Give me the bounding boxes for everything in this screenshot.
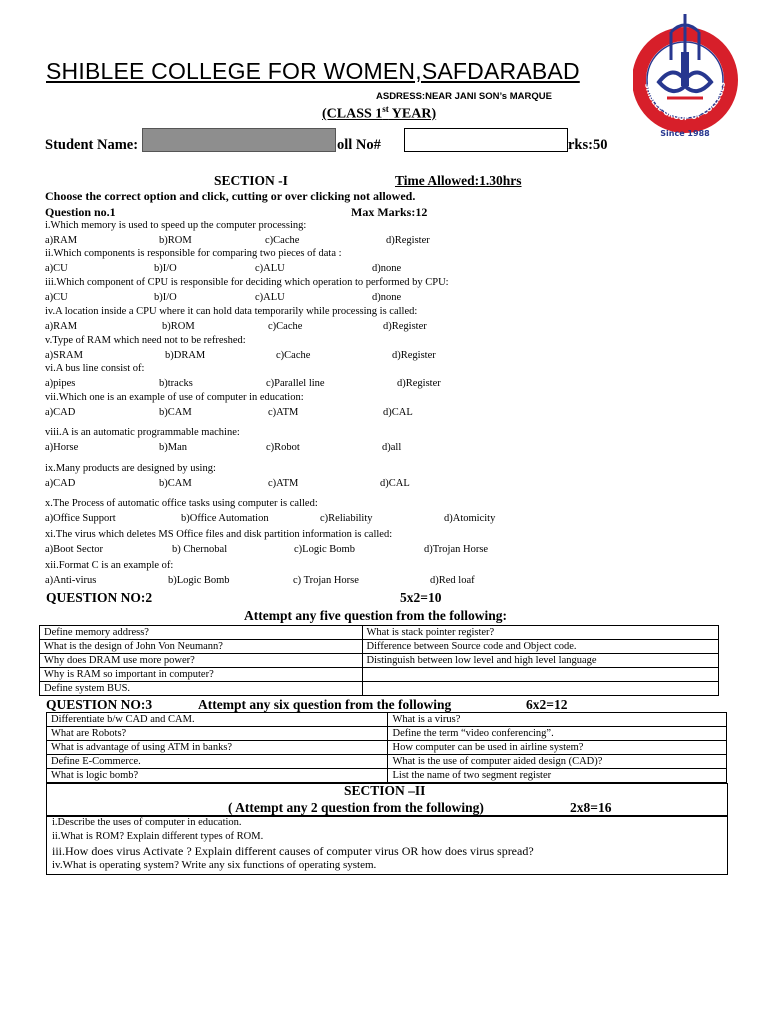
mcq-option[interactable]: a)Office Support — [45, 513, 116, 524]
mcq-option[interactable]: d)none — [372, 292, 402, 303]
section-2-instruction: ( Attempt any 2 question from the following) — [228, 800, 484, 815]
table-cell: How computer can be used in airline system? — [388, 741, 727, 755]
question-3-label: QUESTION NO:3 — [46, 697, 153, 712]
mcq-option[interactable]: c)Logic Bomb — [294, 544, 355, 555]
mcq-option[interactable]: a)SRAM — [45, 350, 83, 361]
section-2-marks: 2x8=16 — [570, 800, 612, 815]
mcq-option[interactable]: b)Man — [159, 442, 187, 453]
mcq-option[interactable]: c)Cache — [276, 350, 311, 361]
college-logo-svg — [633, 12, 738, 140]
mcq-question: i.Which memory is used to speed up the computer processing: — [45, 220, 307, 231]
mcq-option[interactable]: a)pipes — [45, 378, 76, 389]
table-cell: What are Robots? — [47, 727, 388, 741]
mcq-option[interactable]: b)ROM — [159, 235, 192, 246]
mcq-option[interactable]: b)tracks — [159, 378, 193, 389]
table-cell: Why is RAM so important in computer? — [40, 668, 363, 682]
mcq-option[interactable]: a)CU — [45, 292, 68, 303]
section-2-title: SECTION –II — [344, 783, 426, 798]
mcq-option[interactable]: d)CAL — [383, 407, 413, 418]
question-3-marks: 6x2=12 — [526, 697, 568, 712]
mcq-option[interactable]: d)none — [372, 263, 402, 274]
table-row — [47, 769, 727, 783]
mcq-question: xii.Format C is an example of: — [45, 560, 174, 571]
table-row — [40, 626, 719, 640]
student-name-label: Student Name: — [45, 137, 139, 153]
logo-since: Since 1988 — [660, 129, 710, 138]
mcq-option[interactable]: d)Atomicity — [444, 513, 496, 524]
mcq-option[interactable]: d)all — [382, 442, 402, 453]
mcq-question: v.Type of RAM which need not to be refreshed: — [45, 335, 246, 346]
mcq-option[interactable]: b)DRAM — [165, 350, 206, 361]
mcq-question: x.The Process of automatic office tasks using computer is called: — [45, 498, 318, 509]
table-row — [47, 713, 727, 727]
mcq-option[interactable]: d)Register — [397, 378, 441, 389]
college-logo — [633, 12, 738, 140]
mcq-option[interactable]: c)ALU — [255, 263, 285, 274]
table-cell: What is stack pointer register? — [362, 626, 718, 640]
mcq-option[interactable]: b)I/O — [154, 292, 177, 303]
mcq-question: viii.A is an automatic programmable machine: — [45, 427, 240, 438]
section-1-title: SECTION -I — [214, 173, 288, 188]
table-cell: Difference between Source code and Object code. — [362, 640, 718, 654]
mcq-option[interactable]: b)Office Automation — [181, 513, 269, 524]
mcq-option[interactable]: c)ATM — [268, 407, 299, 418]
time-allowed: Time Allowed:1.30hrs — [395, 173, 522, 188]
mcq-question: xi.The virus which deletes MS Office files and disk partition information is called: — [45, 529, 393, 540]
table-row — [47, 741, 727, 755]
mcq-option[interactable]: d)Register — [383, 321, 427, 332]
mcq-option[interactable]: d)Register — [386, 235, 430, 246]
table-cell: Define memory address? — [40, 626, 363, 640]
question-2-instruction: Attempt any five question from the following: — [244, 608, 507, 623]
mcq-option[interactable]: b)CAM — [159, 478, 192, 489]
mcq-question: iii.Which component of CPU is responsible for deciding which operation to performed by CPU: — [45, 277, 449, 288]
mcq-option[interactable]: a)Boot Sector — [45, 544, 104, 555]
table-cell: Define the term “video conferencing”. — [388, 727, 727, 741]
mcq-option[interactable]: d)CAL — [380, 478, 410, 489]
class-prefix: (CLASS 1 — [322, 106, 383, 122]
question-3-table — [46, 712, 727, 783]
mcq-option[interactable]: a)Horse — [45, 442, 79, 453]
section-2-question: iii.How does virus Activate ? Explain different causes of computer virus OR how does virus spread? — [52, 844, 534, 858]
table-cell: What is a virus? — [388, 713, 727, 727]
mcq-option[interactable]: a)RAM — [45, 321, 78, 332]
question-3-instruction: Attempt any six question from the following — [198, 697, 452, 712]
table-cell: Define E-Commerce. — [47, 755, 388, 769]
section-2-question: i.Describe the uses of computer in education. — [52, 817, 242, 828]
question-2-marks: 5x2=10 — [400, 590, 442, 605]
section-2-questions-box — [46, 815, 728, 875]
table-cell: Distinguish between low level and high level language — [362, 654, 718, 668]
mcq-option[interactable]: c)Parallel line — [266, 378, 325, 389]
table-row — [40, 668, 719, 682]
section-2-question: ii.What is ROM? Explain different types of ROM. — [52, 831, 264, 842]
mcq-question: ix.Many products are designed by using: — [45, 463, 216, 474]
total-marks-label: rks:50 — [568, 137, 608, 153]
table-row — [40, 640, 719, 654]
mcq-option[interactable]: c)Cache — [265, 235, 300, 246]
mcq-option[interactable]: b)CAM — [159, 407, 192, 418]
mcq-question: ii.Which components is responsible for comparing two pieces of data : — [45, 248, 342, 259]
mcq-option[interactable]: b)Logic Bomb — [168, 575, 230, 586]
question-1-label: Question no.1 — [45, 205, 116, 219]
college-title: SHIBLEE COLLEGE FOR WOMEN,SAFDARABAD — [46, 58, 580, 84]
mcq-question: vii.Which one is an example of use of computer in education: — [45, 392, 304, 403]
mcq-option[interactable]: a)CU — [45, 263, 68, 274]
table-row — [40, 654, 719, 668]
mcq-option[interactable]: a)Anti-virus — [45, 575, 97, 586]
mcq-option[interactable]: d)Red loaf — [430, 575, 475, 586]
table-cell: What is advantage of using ATM in banks? — [47, 741, 388, 755]
table-cell: Differentiate b/w CAD and CAM. — [47, 713, 388, 727]
mcq-question: vi.A bus line consist of: — [45, 363, 145, 374]
table-row — [47, 727, 727, 741]
table-cell: What is the design of John Von Neumann? — [40, 640, 363, 654]
college-address: ASDRESS:NEAR JANI SON’s MARQUE — [376, 91, 552, 102]
section-2-question-list — [47, 816, 727, 872]
mcq-option[interactable]: b)I/O — [154, 263, 177, 274]
mcq-option[interactable]: c) Trojan Horse — [293, 575, 359, 586]
mcq-option[interactable]: c)Robot — [266, 442, 300, 453]
table-row — [47, 755, 727, 769]
section-1-instruction: Choose the correct option and click, cutting or over clicking not allowed. — [45, 189, 416, 203]
mcq-option[interactable]: b)ROM — [162, 321, 195, 332]
class-suffix: YEAR) — [388, 106, 437, 122]
mcq-option[interactable]: c)Cache — [268, 321, 303, 332]
mcq-question: iv.A location inside a CPU where it can hold data temporarily while processing is called: — [45, 306, 418, 317]
mcq-option[interactable]: a)RAM — [45, 235, 78, 246]
table-cell: What is the use of computer aided design (CAD)? — [388, 755, 727, 769]
mcq-option[interactable]: d)Trojan Horse — [424, 544, 489, 555]
roll-no-label: oll No# — [337, 137, 381, 153]
mcq-option[interactable]: c)ALU — [255, 292, 285, 303]
table-cell — [362, 668, 718, 682]
question-2-label: QUESTION NO:2 — [46, 590, 153, 605]
table-cell: What is logic bomb? — [47, 769, 388, 783]
table-row — [40, 682, 719, 696]
class-sup: st — [382, 104, 389, 114]
student-name-redacted — [142, 128, 336, 152]
mcq-option[interactable]: b) Chernobal — [172, 544, 228, 555]
class-label — [322, 104, 436, 123]
mcq-option[interactable]: c)ATM — [268, 478, 299, 489]
table-cell: Why does DRAM use more power? — [40, 654, 363, 668]
question-1-max-marks: Max Marks:12 — [351, 205, 428, 219]
roll-no-field[interactable] — [404, 128, 568, 152]
table-cell: List the name of two segment register — [388, 769, 727, 783]
mcq-option[interactable]: d)Register — [392, 350, 436, 361]
mcq-option[interactable]: c)Reliability — [320, 513, 373, 524]
mcq-option[interactable]: a)CAD — [45, 407, 76, 418]
section-2-question: iv.What is operating system? Write any six functions of operating system. — [52, 859, 377, 871]
logo-ring-text: SHIBLEE GROUP OF COLLEGES — [643, 81, 727, 123]
table-cell: Define system BUS. — [40, 682, 363, 696]
question-2-table — [39, 625, 719, 696]
table-cell — [362, 682, 718, 696]
mcq-option[interactable]: a)CAD — [45, 478, 76, 489]
